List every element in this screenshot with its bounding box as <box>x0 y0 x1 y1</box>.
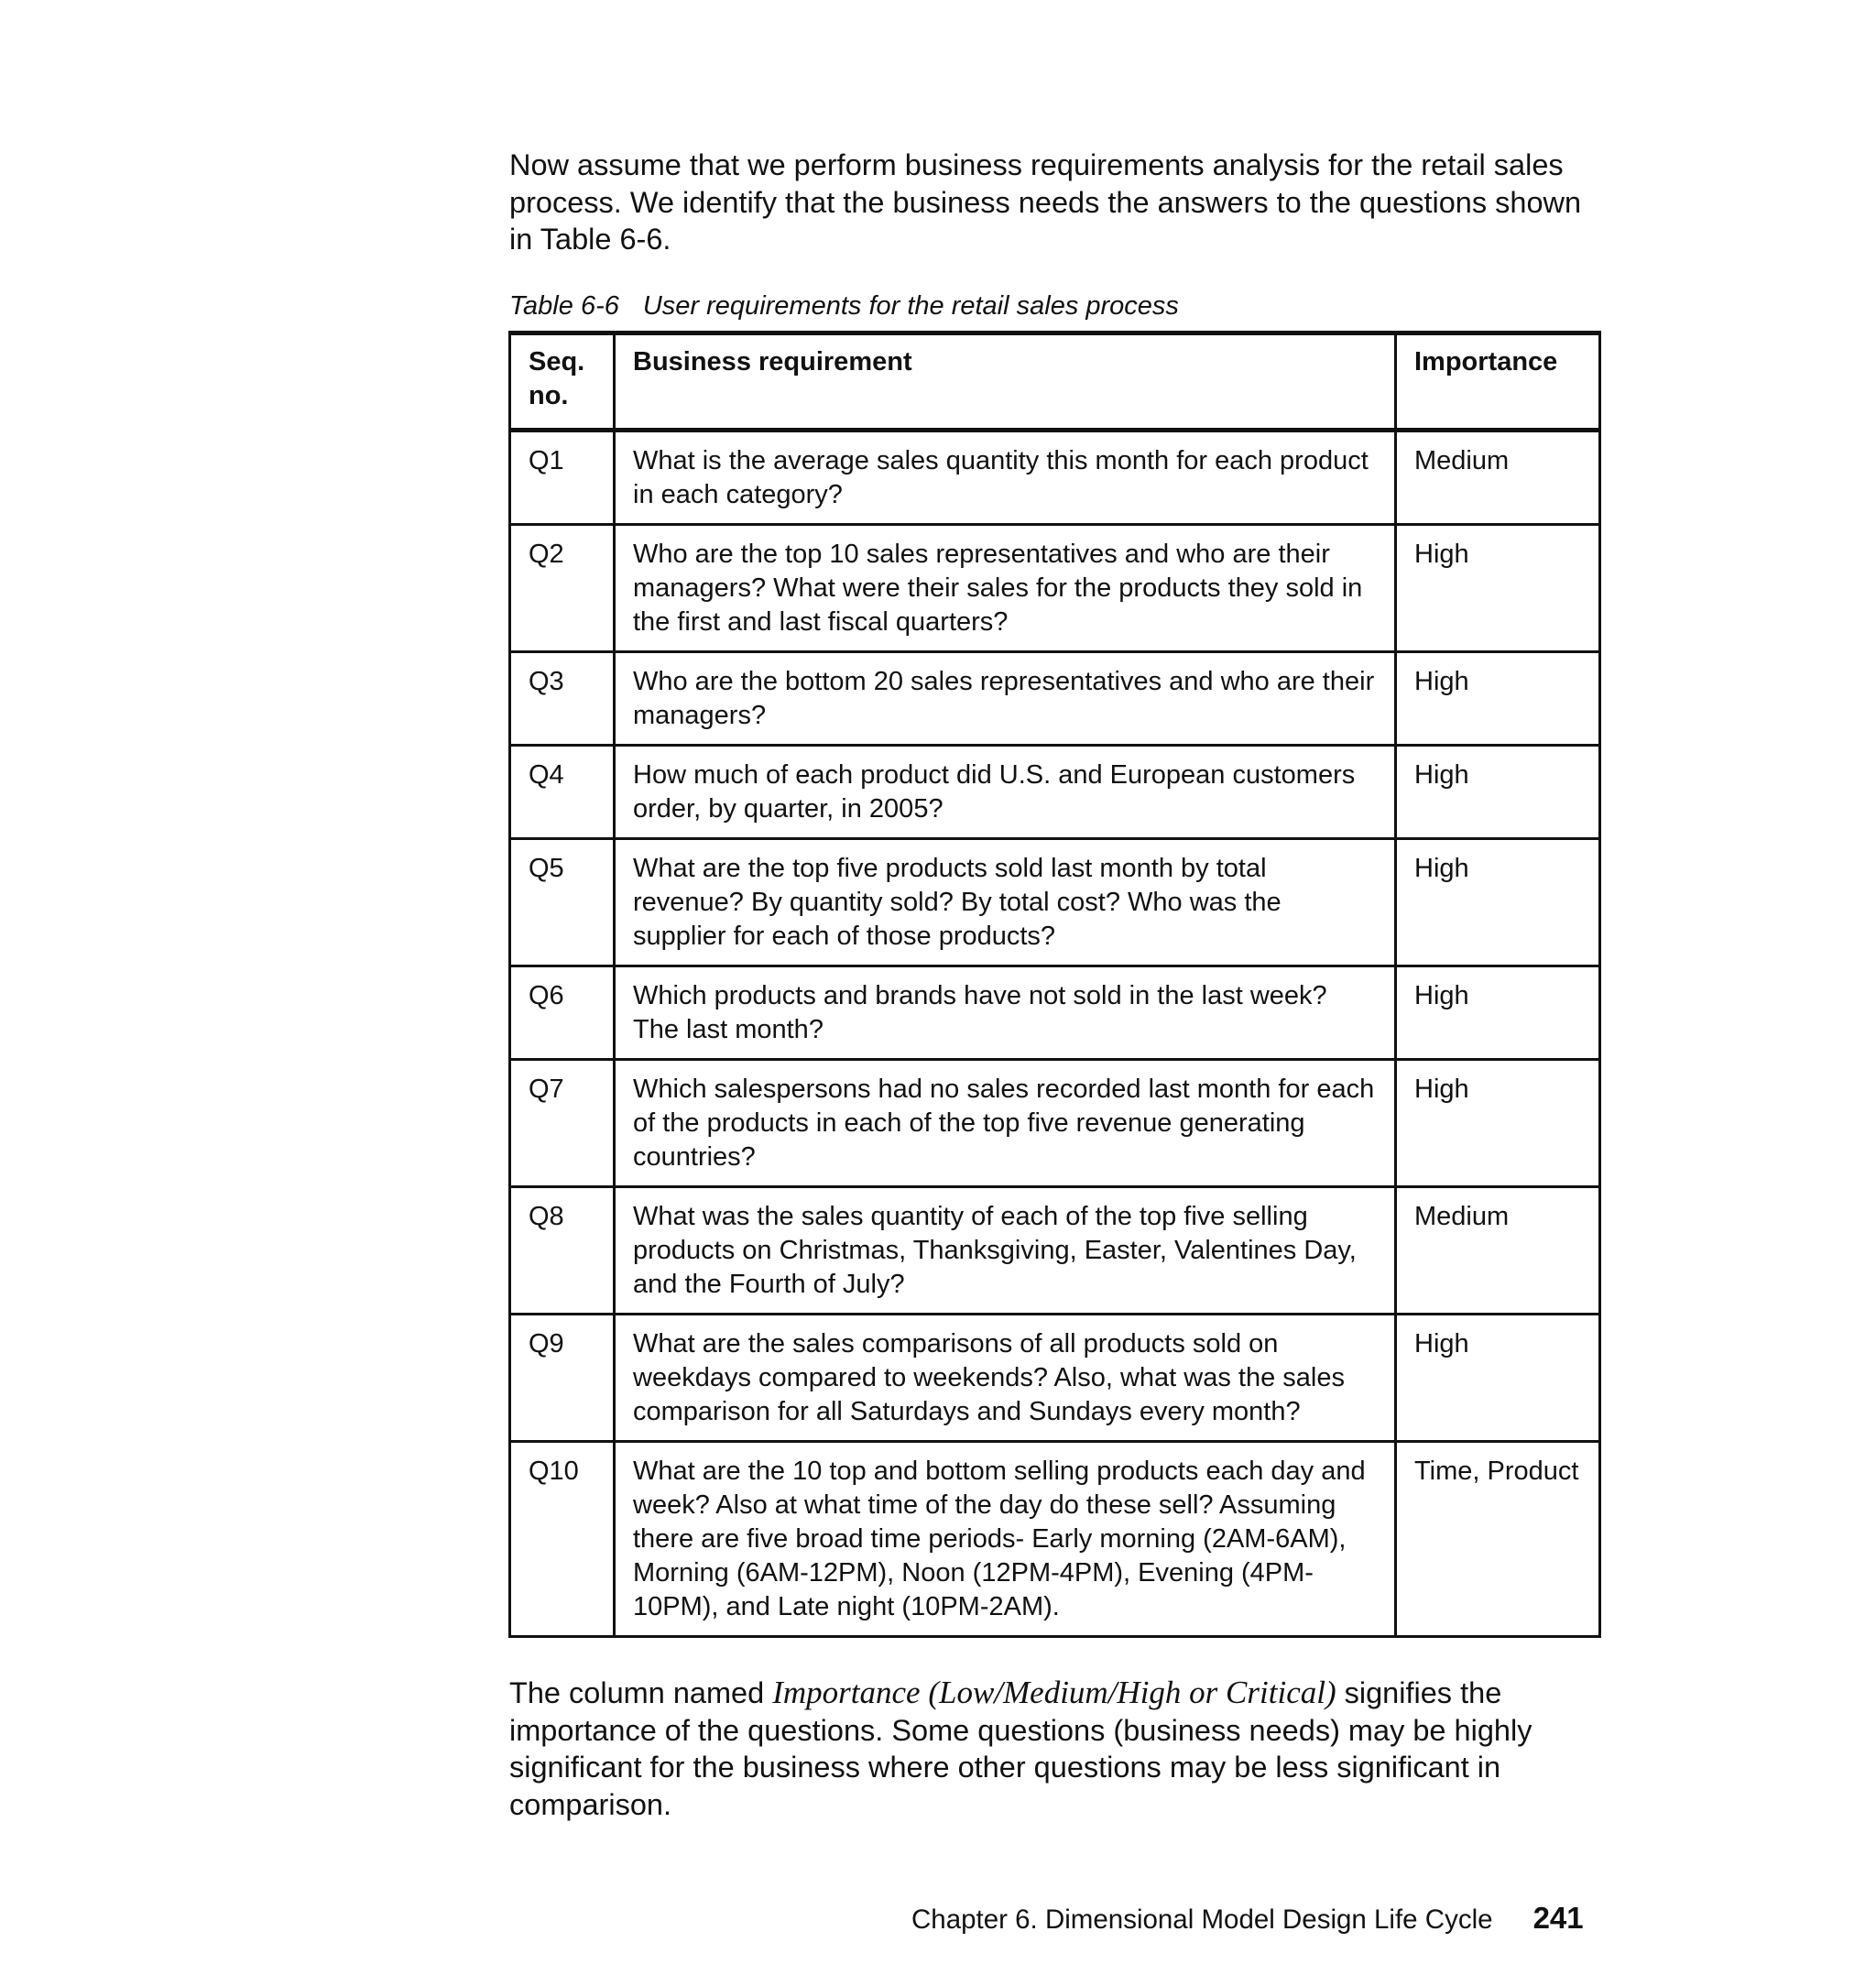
intro-paragraph: Now assume that we perform business requirements analysis for the retail sales process. We identify that the business needs the answers to the questions shown in Table 6-6. <box>509 148 1582 256</box>
requirement-cell: What are the sales comparisons of all products sold on weekdays compared to weekends? Also, what was the sales comparison for all Saturdays and Sundays every month? <box>615 1315 1396 1442</box>
requirement-cell: How much of each product did U.S. and European customers order, by quarter, in 2005? <box>615 746 1396 839</box>
importance-cell: High <box>1396 746 1600 839</box>
importance-cell: Medium <box>1396 1187 1600 1315</box>
header-importance: Importance <box>1396 333 1600 431</box>
seq-cell: Q6 <box>510 966 615 1060</box>
requirement-cell: What are the 10 top and bottom selling products each day and week? Also at what time of the day do these sell? Assuming there are five broad time periods- Early morning (2AM-6AM), Morning (6AM-12PM), Noon (12PM-4PM), Evening (4PM-10PM), and Late night (10PM-2AM). <box>615 1442 1396 1637</box>
seq-cell: Q1 <box>510 431 615 525</box>
table-row <box>510 1442 1600 1637</box>
importance-cell: High <box>1396 1315 1600 1442</box>
header-business-requirement: Business requirement <box>615 333 1396 431</box>
footer-chapter-title: Chapter 6. Dimensional Model Design Life Cycle <box>911 1904 1493 1935</box>
table-row <box>510 839 1600 966</box>
table-row <box>510 1187 1600 1315</box>
page-footer <box>911 1902 1584 1937</box>
outro-suffix: signifies the importance of the questions. Some questions (business needs) may be highly significant for the business where other questions may be less significant in comparison. <box>509 1676 1532 1821</box>
importance-cell: High <box>1396 839 1600 966</box>
seq-cell: Q7 <box>510 1060 615 1187</box>
table-caption-number: Table 6-6 <box>509 291 619 321</box>
seq-cell: Q9 <box>510 1315 615 1442</box>
importance-cell: High <box>1396 966 1600 1060</box>
table-caption <box>509 289 1179 322</box>
importance-cell: Time, Product <box>1396 1442 1600 1637</box>
requirement-cell: Which products and brands have not sold in the last week? The last month? <box>615 966 1396 1060</box>
requirement-cell: Which salespersons had no sales recorded last month for each of the products in each of the top five revenue generating countries? <box>615 1060 1396 1187</box>
table-row <box>510 1315 1600 1442</box>
requirement-cell: What is the average sales quantity this month for each product in each category? <box>615 431 1396 525</box>
importance-cell: Medium <box>1396 431 1600 525</box>
table-row <box>510 652 1600 746</box>
importance-cell: High <box>1396 1060 1600 1187</box>
table-row <box>510 525 1600 652</box>
seq-cell: Q3 <box>510 652 615 746</box>
requirement-cell: What was the sales quantity of each of the top five selling products on Christmas, Thanksgiving, Easter, Valentines Day, and the Fourth of July? <box>615 1187 1396 1315</box>
outro-emphasis: Importance (Low/Medium/High or Critical) <box>772 1675 1336 1710</box>
outro-paragraph <box>509 1675 1609 1823</box>
seq-cell: Q4 <box>510 746 615 839</box>
seq-cell: Q10 <box>510 1442 615 1637</box>
requirement-cell: What are the top five products sold last month by total revenue? By quantity sold? By total cost? Who was the supplier for each of those products? <box>615 839 1396 966</box>
table-row <box>510 746 1600 839</box>
requirements-table <box>508 331 1601 1638</box>
importance-cell: High <box>1396 652 1600 746</box>
table-row <box>510 431 1600 525</box>
table-row <box>510 1060 1600 1187</box>
table-header-row <box>510 333 1600 431</box>
table-caption-title: User requirements for the retail sales process <box>642 291 1179 321</box>
outro-prefix: The column named <box>509 1676 773 1709</box>
table-row <box>510 966 1600 1060</box>
header-seq-no: Seq. no. <box>510 333 615 431</box>
requirement-cell: Who are the bottom 20 sales representatives and who are their managers? <box>615 652 1396 746</box>
requirement-cell: Who are the top 10 sales representatives and who are their managers? What were their sales for the products they sold in the first and last fiscal quarters? <box>615 525 1396 652</box>
seq-cell: Q5 <box>510 839 615 966</box>
seq-cell: Q2 <box>510 525 615 652</box>
seq-cell: Q8 <box>510 1187 615 1315</box>
page-number: 241 <box>1532 1901 1584 1935</box>
importance-cell: High <box>1396 525 1600 652</box>
